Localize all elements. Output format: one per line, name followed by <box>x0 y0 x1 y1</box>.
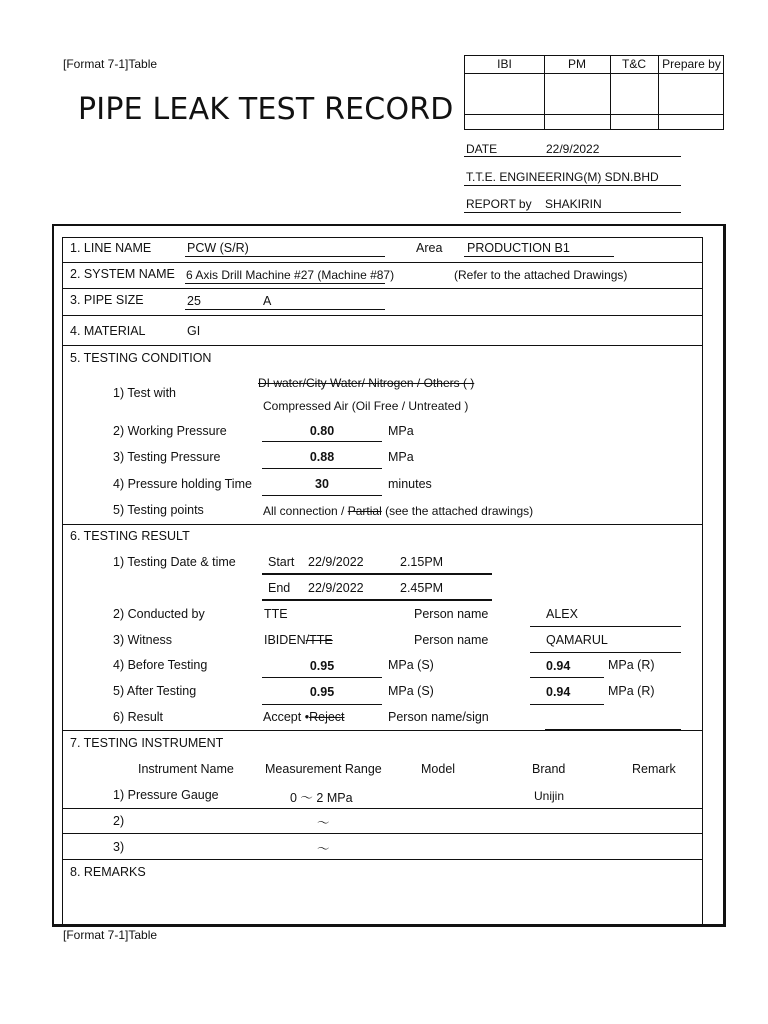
end-time: 2.45PM <box>400 581 444 595</box>
instrument-row-no: 1) <box>113 788 125 802</box>
witness-name: IBIDEN <box>264 633 306 647</box>
result-accept: Accept <box>263 710 302 724</box>
instrument-row-brand: Unijin <box>534 789 565 803</box>
instrument-row-range: ～ <box>317 816 330 830</box>
instrument-row-range: ～ <box>317 842 330 856</box>
instrument-row <box>113 840 124 854</box>
before-r-value: 0.94 <box>546 659 571 673</box>
instrument-row <box>113 814 124 828</box>
pipe-size-label: 3. PIPE SIZE <box>70 293 144 307</box>
format-label: [Format 7-1]Table <box>63 57 158 71</box>
remarks-label: 8. REMARKS <box>70 865 146 879</box>
after-r-value: 0.94 <box>546 685 571 699</box>
pipe-size-value: 25 <box>187 294 201 308</box>
testing-date-time-label: 1) Testing Date & time <box>113 555 236 569</box>
test-with-label: 1) Test with <box>113 386 176 400</box>
testing-pressure-label: 3) Testing Pressure <box>113 450 221 464</box>
after-s-unit: MPa (S) <box>388 684 434 698</box>
testing-points-prefix: All connection / <box>263 504 345 518</box>
testing-pressure-unit: MPa <box>388 450 414 464</box>
working-pressure-label: 2) Working Pressure <box>113 424 227 438</box>
approval-header-ibi: IBI <box>497 57 512 71</box>
system-name-value: 6 Axis Drill Machine #27 (Machine #87) <box>186 268 395 282</box>
result-sign-label: Person name/sign <box>388 710 489 724</box>
result-struck: Reject <box>309 710 345 724</box>
pipe-size-unit: A <box>263 294 272 308</box>
conducted-label: 2) Conducted by <box>113 607 205 621</box>
approval-header-prepare: Prepare by <box>662 57 721 71</box>
before-s-unit: MPa (S) <box>388 658 434 672</box>
report-by-label: REPORT by <box>466 197 532 211</box>
instrument-col-name: Instrument Name <box>138 762 234 776</box>
material-label: 4. MATERIAL <box>70 324 146 338</box>
approval-header-tc: T&C <box>622 57 646 71</box>
instrument-col-brand: Brand <box>532 762 566 776</box>
instrument-col-range: Measurement Range <box>265 762 382 776</box>
working-pressure-unit: MPa <box>388 424 414 438</box>
after-s-value: 0.95 <box>309 685 335 699</box>
holding-time-label: 4) Pressure holding Time <box>113 477 252 491</box>
test-with-value: Compressed Air (Oil Free / Untreated ) <box>263 399 469 413</box>
instrument-row <box>113 788 219 802</box>
instrument-row-no: 2) <box>113 814 125 828</box>
company-name: T.T.E. ENGINEERING(M) SDN.BHD <box>466 170 659 184</box>
instrument-col-model: Model <box>421 762 456 776</box>
witness-person: QAMARUL <box>546 633 608 647</box>
line-name-label: 1. LINE NAME <box>70 241 152 255</box>
approval-grid <box>464 55 724 130</box>
system-note: (Refer to the attached Drawings) <box>454 268 628 282</box>
conducted-value: TTE <box>264 607 288 621</box>
start-label: Start <box>268 555 295 569</box>
start-date: 22/9/2022 <box>308 555 364 569</box>
material-value: GI <box>187 324 201 338</box>
after-testing-label: 5) After Testing <box>113 684 197 698</box>
test-with-struck: DI water/City Water/ Nitrogen / Others ( ) <box>258 376 475 390</box>
page-title: PIPE LEAK TEST RECORD <box>78 92 454 127</box>
result-separator: • <box>304 710 310 724</box>
holding-time-unit: minutes <box>388 477 432 491</box>
witness-label: 3) Witness <box>113 633 173 647</box>
before-r-unit: MPa (R) <box>608 658 655 672</box>
line-name-value: PCW (S/R) <box>187 241 249 255</box>
area-label: Area <box>416 241 443 255</box>
testing-points-label: 5) Testing points <box>113 503 204 517</box>
testing-points-suffix: (see the attached drawings) <box>385 504 534 518</box>
holding-time-value: 30 <box>315 477 329 491</box>
result-label: 6) Result <box>113 710 164 724</box>
witness-value <box>264 633 333 647</box>
instrument-label: 7. TESTING INSTRUMENT <box>70 736 224 750</box>
form-inner <box>62 237 703 927</box>
before-s-value: 0.95 <box>309 659 335 673</box>
result-value <box>263 710 345 724</box>
footer-format-label: [Format 7-1]Table <box>63 928 158 942</box>
testing-result-label: 6. TESTING RESULT <box>70 529 190 543</box>
date-label: DATE <box>466 142 498 156</box>
conducted-person-label: Person name <box>414 607 489 621</box>
conducted-person: ALEX <box>546 607 578 621</box>
system-name-label: 2. SYSTEM NAME <box>70 267 175 281</box>
working-pressure-value: 0.80 <box>309 424 335 438</box>
approval-header-pm: PM <box>568 57 586 71</box>
instrument-row-no: 3) <box>113 840 125 854</box>
end-label: End <box>268 581 291 595</box>
area-value: PRODUCTION B1 <box>467 241 570 255</box>
instrument-row-range: 0 ～ 2 MPa <box>290 791 353 805</box>
testing-points-struck: Partial <box>347 504 382 518</box>
testing-condition-label: 5. TESTING CONDITION <box>70 351 212 365</box>
before-testing-label: 4) Before Testing <box>113 658 208 672</box>
report-by-value: SHAKIRIN <box>545 197 602 211</box>
testing-points-value <box>263 504 533 518</box>
date-value: 22/9/2022 <box>546 142 600 156</box>
witness-person-label: Person name <box>414 633 489 647</box>
instrument-row-name: Pressure Gauge <box>127 788 219 802</box>
witness-struck: /TTE <box>305 633 333 647</box>
start-time: 2.15PM <box>400 555 444 569</box>
testing-pressure-value: 0.88 <box>309 450 335 464</box>
end-date: 22/9/2022 <box>308 581 364 595</box>
instrument-col-remark: Remark <box>632 762 676 776</box>
after-r-unit: MPa (R) <box>608 684 655 698</box>
